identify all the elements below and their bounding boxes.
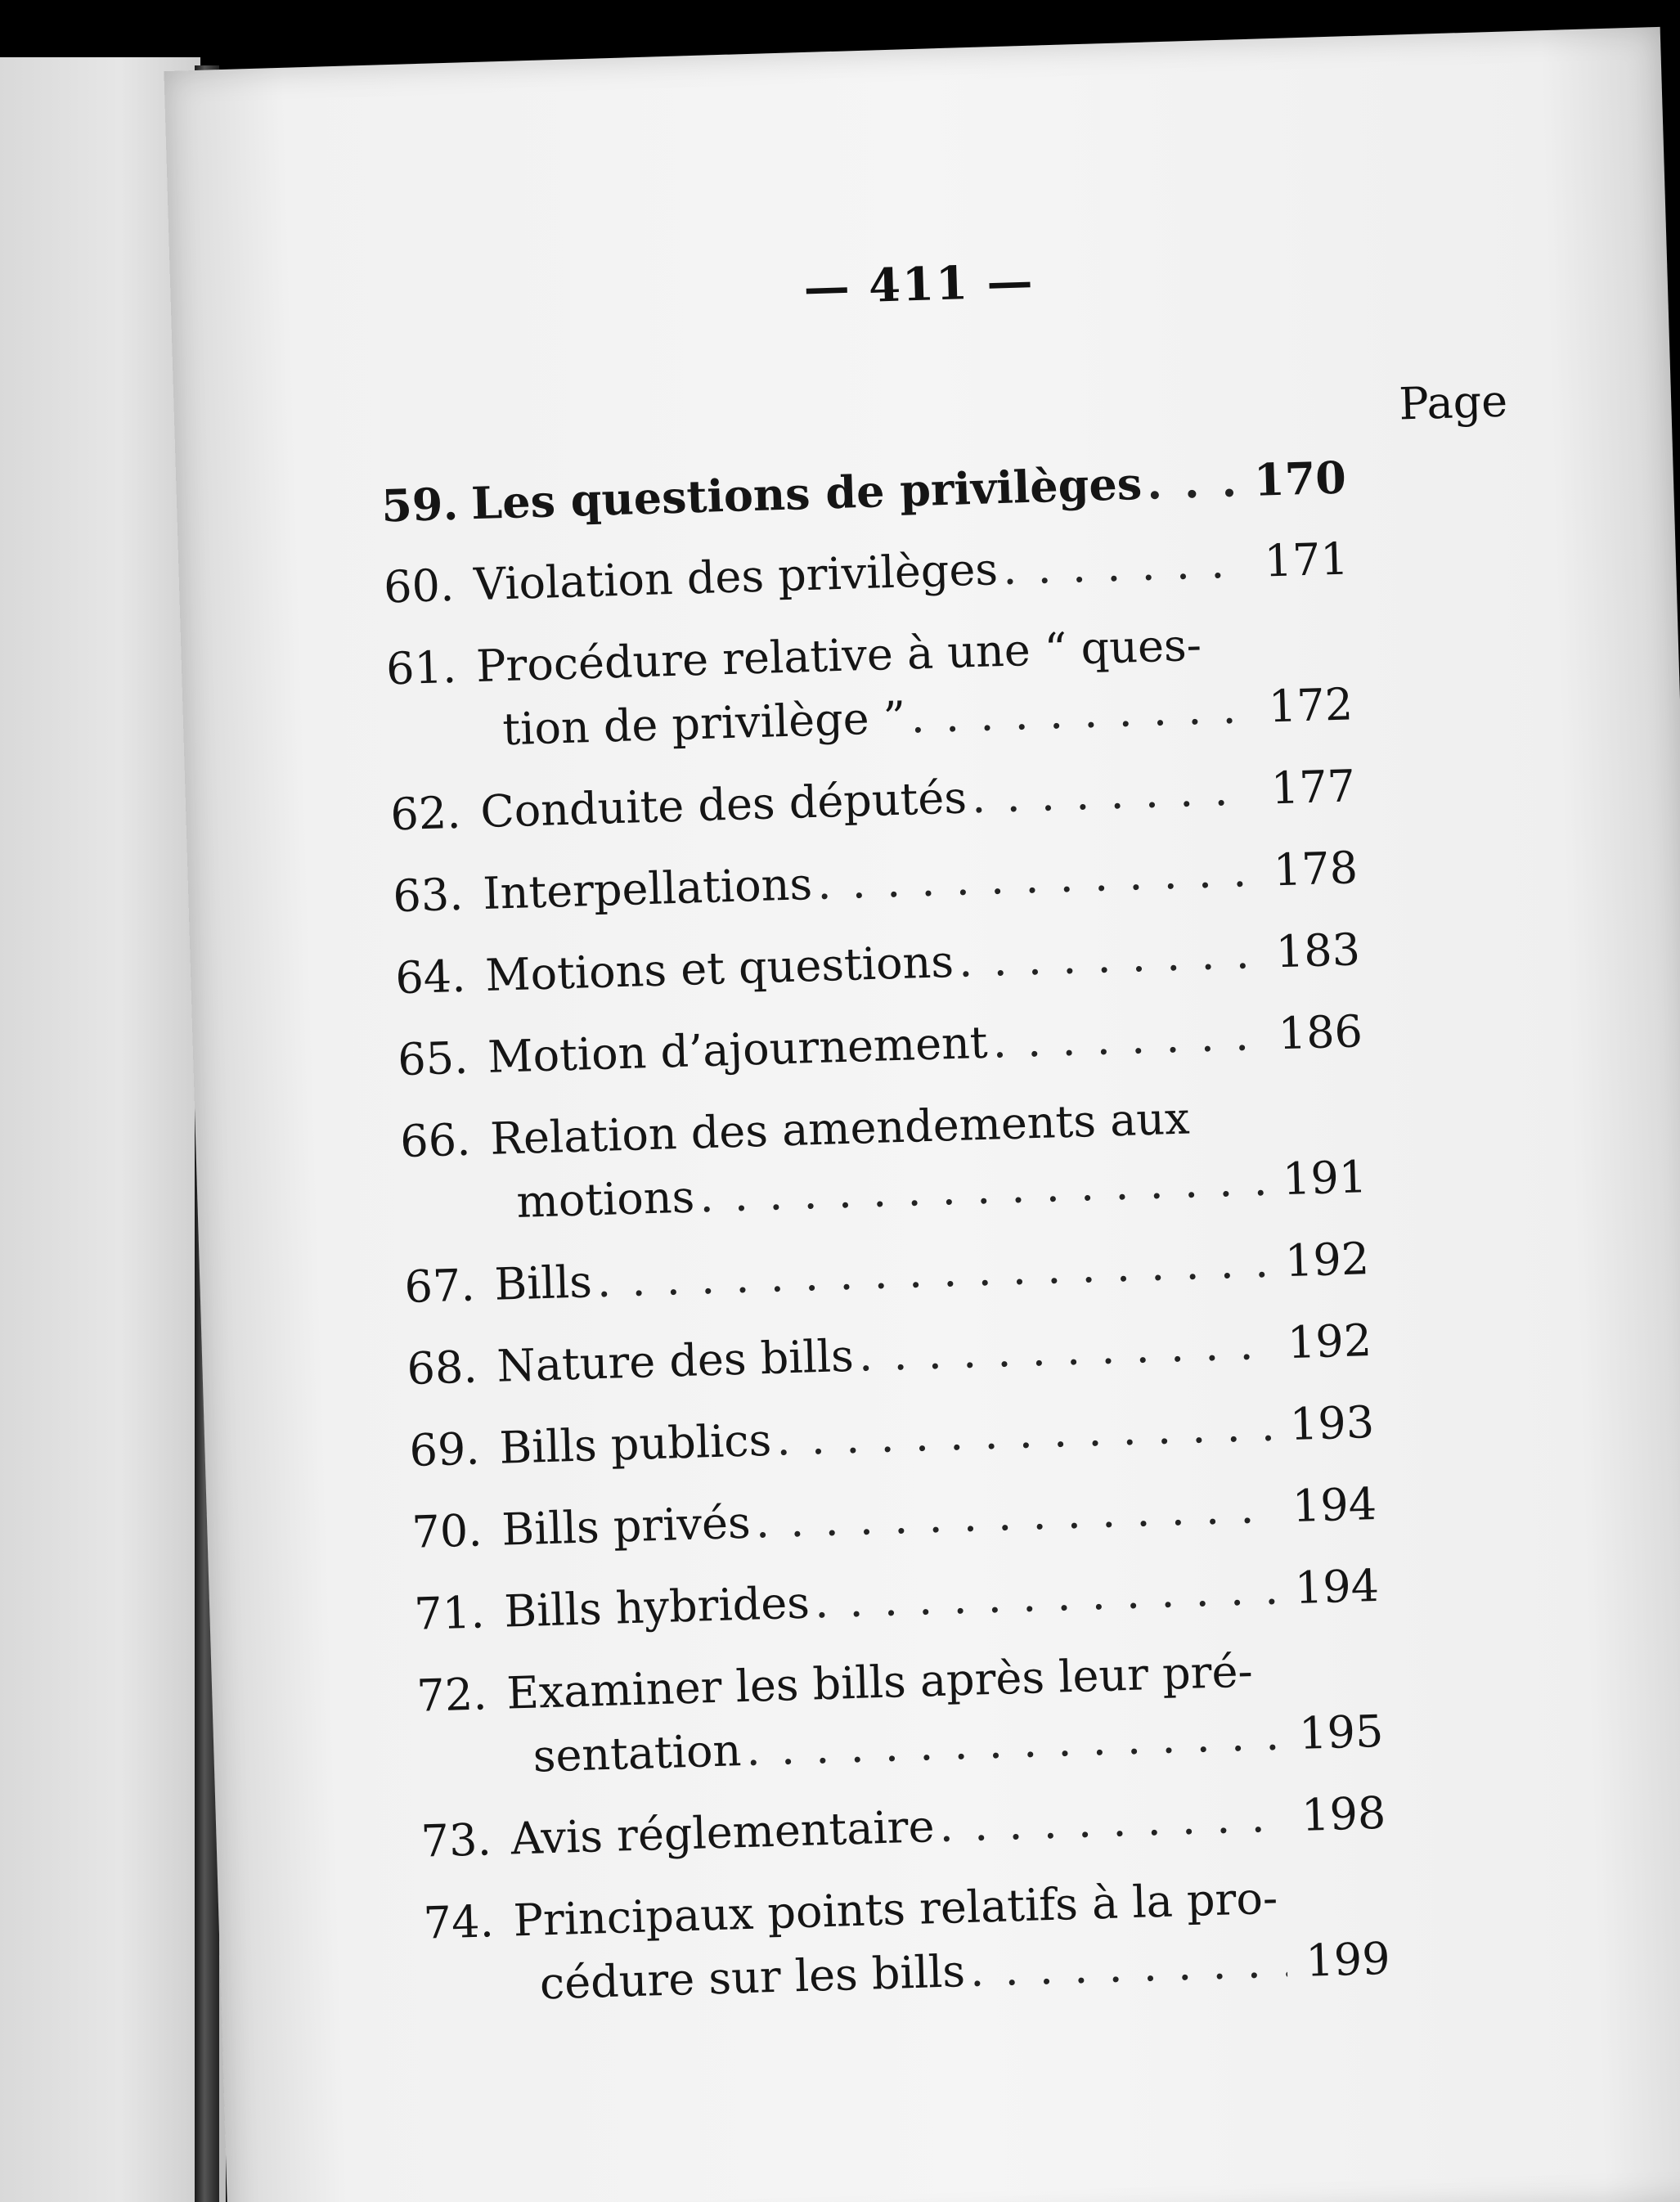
entry-title: Bills hybrides bbox=[503, 1576, 811, 1638]
entry-number: 61. bbox=[385, 640, 457, 695]
toc-entry bbox=[413, 1554, 1380, 1647]
toc-entry bbox=[392, 836, 1359, 928]
toc-entry bbox=[397, 1000, 1363, 1092]
dot-leader bbox=[991, 1003, 1260, 1075]
entry-title: Interpellations bbox=[482, 858, 813, 920]
entry-number: 71. bbox=[413, 1586, 486, 1640]
entry-title: tion de privilège ” bbox=[501, 691, 907, 756]
entry-page: 172 bbox=[1268, 678, 1354, 733]
entry-page: 177 bbox=[1269, 760, 1356, 815]
entry-number: 74. bbox=[422, 1895, 495, 1949]
dot-leader bbox=[971, 757, 1253, 829]
table-of-contents bbox=[380, 446, 1391, 2038]
entry-title: Motions et questions bbox=[484, 935, 955, 1001]
entry-title: Bills privés bbox=[501, 1496, 752, 1556]
entry-title-line1: Relation des amendements aux bbox=[489, 1092, 1191, 1165]
entry-number: 66. bbox=[399, 1113, 472, 1168]
entry-page: 178 bbox=[1272, 842, 1359, 897]
dot-leader bbox=[938, 1785, 1283, 1858]
entry-title-line1: Procédure relative à une “ ques- bbox=[475, 618, 1202, 693]
dot-leader bbox=[814, 1557, 1278, 1635]
entry-number: 68. bbox=[406, 1341, 478, 1395]
toc-entry bbox=[403, 1227, 1370, 1319]
entry-page: 170 bbox=[1253, 451, 1347, 506]
entry-title-line1: Examiner les bills après leur pré- bbox=[505, 1645, 1254, 1719]
toc-entry bbox=[411, 1472, 1377, 1565]
entry-title: Bills bbox=[493, 1256, 593, 1310]
entry-page: 194 bbox=[1291, 1477, 1377, 1532]
entry-page: 171 bbox=[1263, 533, 1350, 587]
entry-number: 67. bbox=[403, 1259, 476, 1314]
toc-entry bbox=[399, 1081, 1368, 1238]
entry-page: 193 bbox=[1289, 1395, 1375, 1451]
entry-number: 62. bbox=[389, 786, 462, 841]
entry-number: 64. bbox=[394, 950, 467, 1004]
entry-page: 194 bbox=[1294, 1559, 1380, 1614]
entry-number: 73. bbox=[420, 1813, 492, 1867]
entry-title-line1: Principaux points relatifs à la pro- bbox=[512, 1872, 1278, 1947]
dot-leader bbox=[910, 676, 1251, 749]
right-page bbox=[164, 27, 1680, 2202]
toc-entry bbox=[423, 1863, 1391, 2020]
dot-leader bbox=[754, 1476, 1274, 1555]
entry-page: 183 bbox=[1274, 923, 1361, 978]
entry-number: 65. bbox=[397, 1031, 469, 1086]
entry-number: 72. bbox=[416, 1668, 488, 1722]
entry-title: Bills publics bbox=[498, 1413, 773, 1474]
dot-leader bbox=[958, 921, 1258, 994]
entry-page: 192 bbox=[1284, 1233, 1371, 1287]
page-number: — 411 — bbox=[802, 254, 1035, 316]
entry-title: Motion d’ajournement bbox=[487, 1016, 989, 1083]
entry-page: 192 bbox=[1287, 1314, 1373, 1369]
entry-title: Violation des privilèges bbox=[473, 543, 999, 611]
toc-entry bbox=[380, 446, 1347, 538]
toc-entry bbox=[416, 1636, 1384, 1792]
entry-number: 63. bbox=[392, 868, 465, 923]
dot-leader bbox=[969, 1930, 1288, 2002]
entry-title: Nature des bills bbox=[496, 1329, 855, 1392]
dot-leader bbox=[775, 1394, 1272, 1472]
entry-number: 60. bbox=[383, 559, 456, 613]
entry-page: 198 bbox=[1300, 1786, 1387, 1841]
dot-leader bbox=[1146, 448, 1244, 515]
entry-title: cédure sur les bills bbox=[539, 1945, 966, 2010]
entry-title: Les questions de privilèges bbox=[470, 456, 1143, 530]
dot-leader bbox=[596, 1230, 1268, 1314]
entry-page: 195 bbox=[1298, 1705, 1385, 1759]
entry-number: 69. bbox=[408, 1422, 481, 1476]
toc-entry bbox=[389, 754, 1356, 847]
dot-leader bbox=[1002, 530, 1247, 601]
entry-title: sentation bbox=[532, 1724, 743, 1782]
toc-entry bbox=[385, 609, 1354, 765]
left-facing-page bbox=[0, 57, 200, 2202]
page-column-label: Page bbox=[1398, 375, 1509, 430]
dot-leader bbox=[858, 1312, 1270, 1388]
toc-entry bbox=[383, 527, 1350, 619]
entry-number: 70. bbox=[411, 1504, 483, 1558]
entry-title: Conduite des députés bbox=[479, 771, 968, 838]
toc-entry bbox=[420, 1782, 1387, 1874]
entry-page: 199 bbox=[1305, 1932, 1391, 1987]
entry-page: 191 bbox=[1282, 1151, 1368, 1206]
entry-title: motions bbox=[515, 1171, 696, 1228]
entry-title: Avis réglementaire bbox=[510, 1800, 936, 1865]
toc-entry bbox=[408, 1391, 1375, 1483]
toc-entry bbox=[394, 918, 1361, 1010]
toc-entry bbox=[406, 1309, 1372, 1401]
entry-number: 59. bbox=[380, 477, 460, 533]
dot-leader bbox=[816, 839, 1256, 916]
entry-page: 186 bbox=[1277, 1005, 1363, 1060]
